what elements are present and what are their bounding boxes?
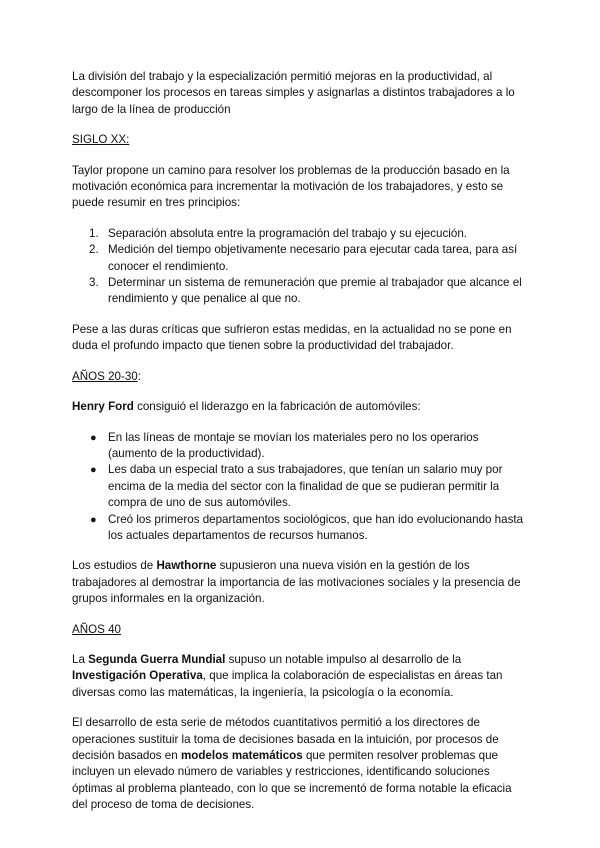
text-run: La [72, 652, 89, 666]
heading-text: AÑOS 20-30 [72, 369, 138, 383]
list-item-text: En las líneas de montaje se movían los materiales pero no los operarios (aumento de la productividad). [108, 430, 479, 460]
ford-text: consiguió el liderazgo en la fabricación de automóviles: [133, 400, 421, 414]
section-heading-siglo-xx [72, 132, 530, 148]
list-item-text: Creó los primeros departamentos sociológicos, que han ido evolucionando hasta los actuales departamentos de recursos humanos. [108, 512, 524, 542]
heading-colon: : [137, 369, 141, 383]
bold-term: Henry Ford [72, 400, 134, 414]
bullet-icon: ● [90, 464, 97, 477]
bold-term: Hawthorne [156, 559, 217, 573]
heading-text: SIGLO XX: [72, 133, 130, 147]
heading-text: AÑOS 40 [72, 622, 121, 636]
intro-paragraph: La división del trabajo y la especialización permitió mejoras en la productividad, al descomponer los procesos en tareas simples y asignarlas a distintos trabajadores a lo largo de la línea de producción [72, 70, 515, 116]
ford-bullet-list [72, 430, 530, 545]
list-number: 2. [89, 243, 99, 257]
list-number: 3. [89, 276, 99, 290]
section-heading-anos-20-30 [72, 369, 530, 385]
criticism-paragraph: Pese a las duras críticas que sufrieron estas medidas, en la actualidad no se pone en duda el profundo impacto que tienen sobre la productividad del trabajador. [72, 322, 512, 353]
list-item [72, 275, 530, 308]
list-number: 1. [89, 226, 99, 240]
text-run: , que implica la colaboración de especialistas en áreas tan diversas como las matemáticas, la ingeniería, la psicología o la economía. [72, 669, 503, 699]
text-run: El desarrollo de esta serie de métodos cuantitativos permitió a los directores de operaciones sustituir la toma de decisiones basada en la intuición, por procesos de decisión basados en [72, 716, 499, 762]
list-item [72, 462, 530, 511]
list-item [72, 242, 530, 275]
quantitative-methods-paragraph [72, 715, 530, 813]
section-heading-anos-40 [72, 622, 530, 638]
taylor-paragraph: Taylor propone un camino para resolver los problemas de la producción basado en la motivación económica para incrementar la motivación de los trabajadores, y esto se puede resumir en tres principios: [72, 163, 510, 210]
text-run: Los estudios de [72, 559, 157, 573]
list-item-text: Separación absoluta entre la programación del trabajo y su ejecución. [108, 226, 467, 240]
bullet-icon: ● [90, 513, 97, 526]
ww2-paragraph [72, 652, 530, 701]
bullet-icon: ● [90, 431, 97, 444]
list-item [72, 512, 530, 545]
text-run: que permiten resolver problemas que incluyen un elevado número de variables y restricciones, identificando soluciones óptimas al problema planteado, con lo que se incrementó de forma notable la eficacia del proceso de toma de decisiones. [72, 749, 512, 812]
list-item-text: Les daba un especial trato a sus trabajadores, que tenían un salario muy por encima de la media del sector con la finalidad de que se pudieran permitir la compra de uno de sus automóviles. [108, 463, 503, 510]
text-run: supusieron una nueva visión en la gestión de los trabajadores al demostrar la importancia de las motivaciones sociales y la presencia de grupos informales en la organización. [72, 559, 521, 606]
bold-term: Investigación Operativa [72, 669, 203, 683]
bold-term: modelos matemáticos [180, 749, 303, 762]
list-item-text: Determinar un sistema de remuneración que premie al trabajador que alcance el rendimiento y que penalice al que no. [108, 276, 522, 306]
ford-paragraph [72, 399, 530, 415]
taylor-principles-list [72, 226, 530, 308]
list-item [72, 430, 530, 463]
bold-term: Segunda Guerra Mundial [88, 652, 226, 666]
hawthorne-paragraph [72, 558, 530, 607]
list-item-text: Medición del tiempo objetivamente necesario para ejecutar cada tarea, para así conocer el rendimiento. [108, 243, 518, 273]
text-run: supuso un notable impulso al desarrollo de la [225, 652, 462, 666]
list-item [72, 226, 530, 242]
